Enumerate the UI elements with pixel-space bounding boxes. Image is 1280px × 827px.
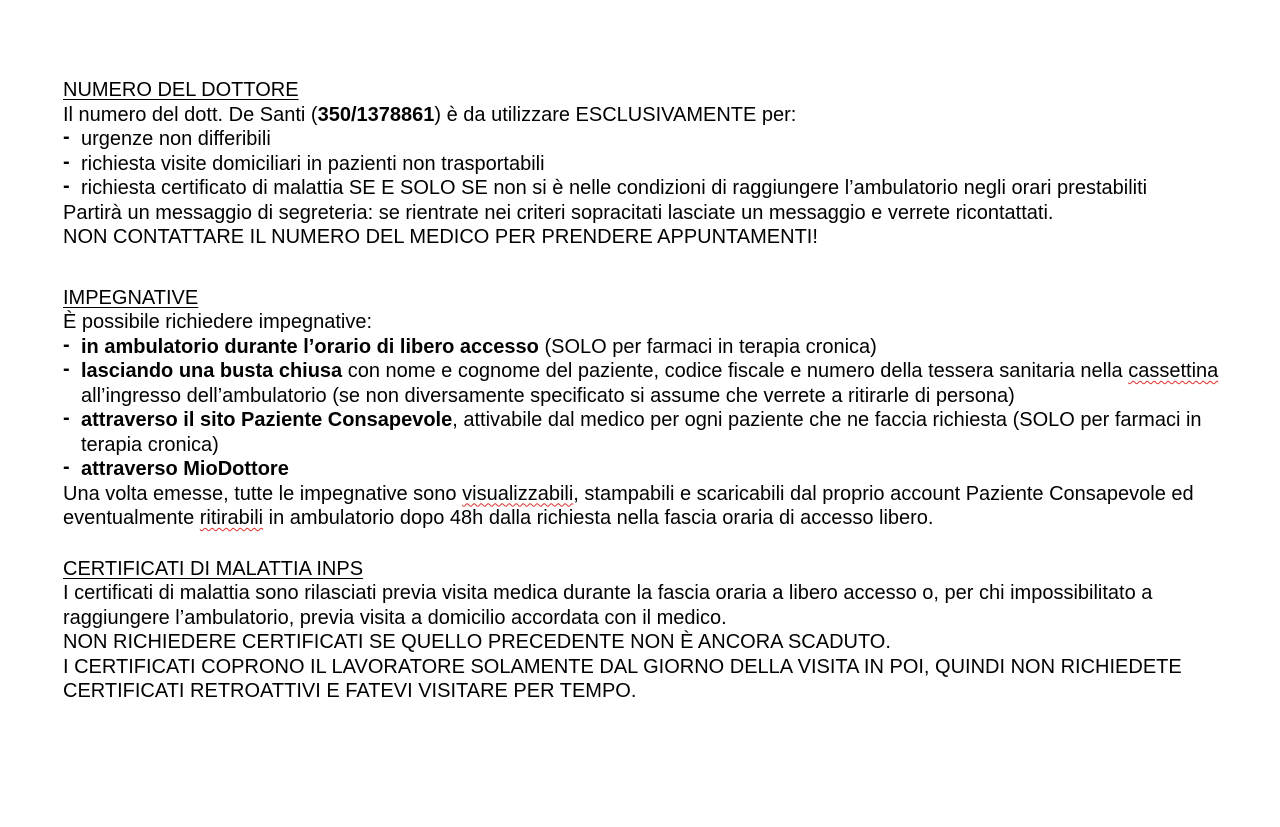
doctor-phone-number: 350/1378861 — [317, 103, 435, 126]
certificati-heading: CERTIFICATI DI MALATTIA INPS — [63, 557, 364, 580]
list-item: - attraverso il sito Paziente Consapevole, attivabile dal medico per ogni paziente che ne faccia richiesta (SOLO per farmaci in terapia cronica) — [63, 408, 1223, 457]
impegnative-outro: Una volta emesse, tutte le impegnative sono visualizzabili, stampabili e scaricabili dal proprio account Paziente Consapevole ed eventualmente ritirabili in ambulatorio dopo 48h dalla richiesta nella fascia oraria di accesso libero. — [63, 482, 1194, 529]
voicemail-note: Partirà un messaggio di segreteria: se rientrate nei criteri sopracitati lasciate un messaggio e verrete ricontattati. — [63, 201, 1054, 224]
doctor-usage-list — [63, 127, 1223, 201]
spellcheck-flagged-word: cassettina — [1128, 360, 1219, 382]
impegnative-list — [63, 335, 1223, 482]
certificati-warning-expiry: NON RICHIEDERE CERTIFICATI SE QUELLO PRECEDENTE NON È ANCORA SCADUTO. — [63, 631, 891, 653]
list-item: - richiesta visite domiciliari in pazienti non trasportabili — [63, 152, 1223, 177]
impegnative-heading: IMPEGNATIVE — [63, 286, 199, 309]
list-item: - lasciando una busta chiusa con nome e cognome del paziente, codice fiscale e numero della tessera sanitaria nella cassettina all’ingresso dell’ambulatorio (se non diversamente specificato si assume che verrete a ritirarle di persona) — [63, 359, 1223, 408]
document-page — [63, 78, 1223, 704]
appointment-warning: NON CONTATTARE IL NUMERO DEL MEDICO PER PRENDERE APPUNTAMENTI! — [63, 226, 818, 248]
list-item: - richiesta certificato di malattia SE E SOLO SE non si è nelle condizioni di raggiungere l’ambulatorio negli orari prestabiliti — [63, 176, 1223, 201]
certificati-warning-retroactive: I CERTIFICATI COPRONO IL LAVORATORE SOLAMENTE DAL GIORNO DELLA VISITA IN POI, QUINDI NON RICHIEDETE CERTIFICATI RETROATTIVI E FATEVI VISITARE PER TEMPO. — [63, 655, 1182, 702]
doctor-number-section — [63, 78, 1223, 250]
certificati-section — [63, 557, 1223, 704]
list-item: - in ambulatorio durante l’orario di libero accesso (SOLO per farmaci in terapia cronica) — [63, 335, 1223, 360]
spellcheck-flagged-word: ritirabili — [199, 507, 264, 529]
list-item: - attraverso MioDottore — [63, 457, 1223, 482]
impegnative-section — [63, 286, 1223, 531]
doctor-number-intro: Il numero del dott. De Santi (350/1378861) è da utilizzare ESCLUSIVAMENTE per: — [63, 103, 797, 126]
list-item: - urgenze non differibili — [63, 127, 1223, 152]
spellcheck-flagged-word: visualizzabili — [462, 482, 574, 505]
certificati-text: I certificati di malattia sono rilasciati previa visita medica durante la fascia oraria a libero accesso o, per chi impossibilitato a raggiungere l’ambulatorio, previa visita a domicilio accordata con il medico. — [63, 582, 1153, 629]
impegnative-intro: È possibile richiedere impegnative: — [63, 311, 373, 333]
doctor-number-heading: NUMERO DEL DOTTORE — [63, 79, 299, 101]
